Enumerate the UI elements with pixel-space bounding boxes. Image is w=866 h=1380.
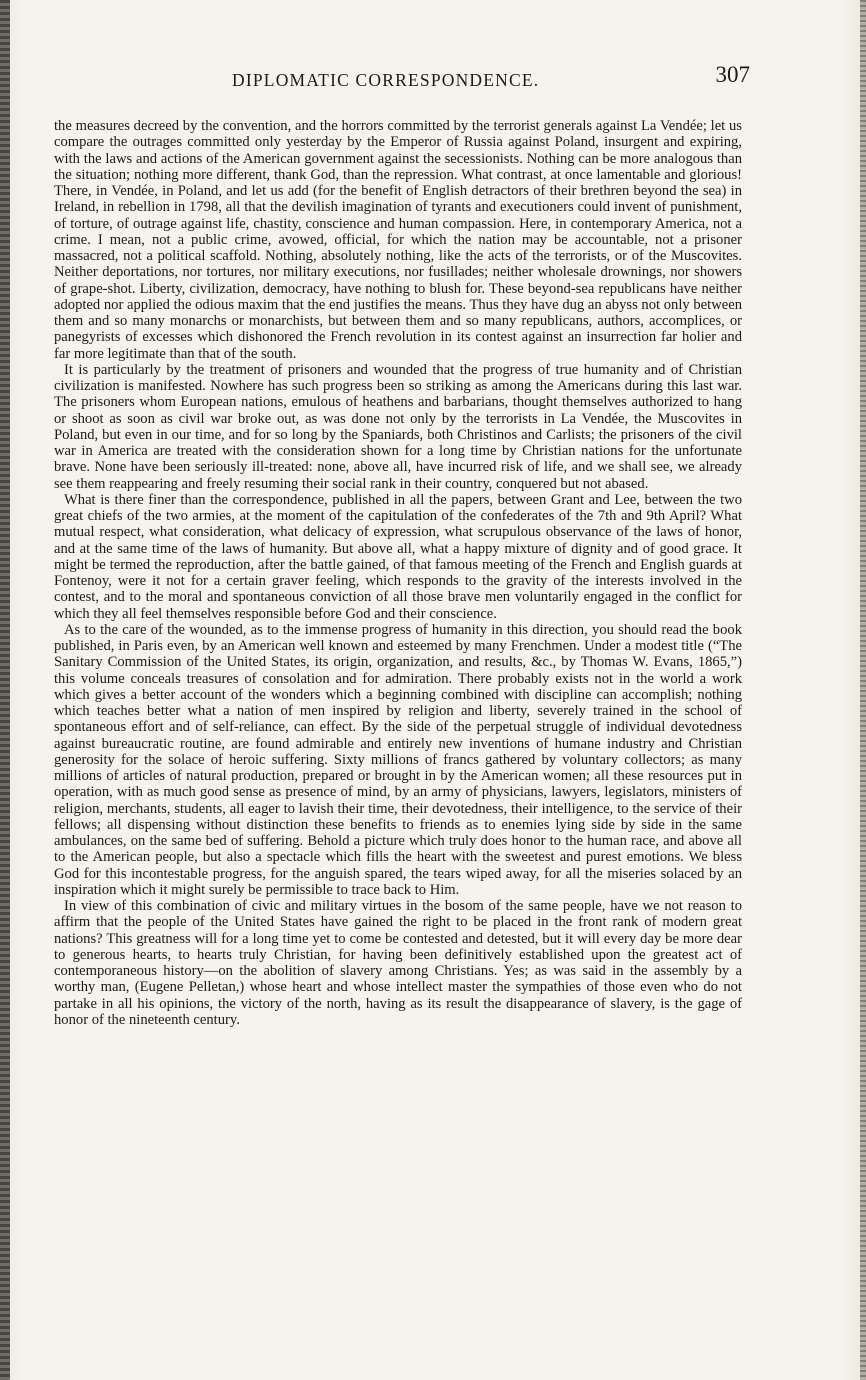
body-text bbox=[54, 118, 742, 1028]
page-binding-edge bbox=[0, 0, 10, 1380]
paragraph-5: In view of this combination of civic and military virtues in the bosom of the same people, have we not reason to affirm that the people of the United States have gained the right to be placed in the front rank of modern great nations? This greatness will for a long time yet to come be contested and detested, but it will every day be more dear to generous hearts, to hearts truly Christian, for having been definitively established upon the greatest act of contemporaneous history—on the abolition of slavery among Christians. Yes; as was said in the assembly by a worthy man, (Eugene Pelletan,) whose heart and whose intellect master the sympathies of those even who do not partake in all his opinions, the victory of the north, having as its result the disappearance of slavery, is the gage of honor of the nineteenth century. bbox=[54, 898, 742, 1028]
paragraph-3: What is there finer than the correspondence, published in all the papers, between Grant and Lee, between the two great chiefs of the two armies, at the moment of the capitulation of the confederates of the 7th and 9th April? What mutual respect, what consideration, what delicacy of expression, what scrupulous observance of the laws of honor, and at the same time of the laws of humanity. But above all, what a happy mixture of dignity and of good grace. It might be termed the reproduction, after the battle gained, of that famous meeting of the French and English guards at Fontenoy, were it not for a certain graver feeling, which responds to the gravity of the interests involved in the contest, and to the moral and spontaneous conviction of all those brave men voluntarily engaged in the conflict for which they all feel themselves responsible before God and their conscience. bbox=[54, 491, 742, 622]
running-head: DIPLOMATIC CORRESPONDENCE. bbox=[232, 70, 540, 90]
paragraph-4: As to the care of the wounded, as to the immense progress of humanity in this direction, you should read the book published, in Paris even, by an American well known and esteemed by many Frenchmen. Under a modest title (“The Sanitary Commission of the United States, its origin, organization, and results, &c., by Thomas W. Evans, 1865,”) this volume conceals treasures of consolation and for admiration. There probably exists not in the world a work which gives a better account of the wonders which a beginning combined with discipline can accomplish; nothing which teaches better what a nation of men inspired by religion and liberty, severely trained in the school of spontaneous effort and of self-reliance, can effect. By the side of the perpetual struggle of individual devotedness against bureaucratic routine, are found admirable and entirely new inventions of humane industry and Christian generosity for the solace of heroic suffering. Sixty millions of francs gathered by voluntary collectors; as many millions of articles of natural production, prepared or brought in by the American women; all these resources put in operation, with as much good sense as presence of mind, by an army of physicians, lawyers, legislators, ministers of religion, merchants, students, all eager to lavish their time, their devotedness, their intelligence, to the service of their fellows; all dispensing without distinction these benefits to friends as to enemies lying side by side in the same ambulances, on the same bed of suffering. Behold a picture which truly does honor to the human race, and above all to the American people, but also a spectacle which fills the heart with the sweetest and purest emotions. We bless God for this incontestable progress, for the anguish spared, the tears wiped away, for all the miseries solaced by an inspiration which it might surely be permissible to trace back to Him. bbox=[54, 621, 742, 898]
page-right-edge bbox=[860, 0, 866, 1380]
page-number: 307 bbox=[715, 62, 750, 87]
paragraph-1: the measures decreed by the convention, and the horrors committed by the terrorist generals against La Vendée; let us compare the outrages committed only yesterday by the Emperor of Russia against Poland, insurgent and expiring, with the laws and actions of the American government against the secessionists. Nothing can be more analogous than the situation; nothing more different, thank God, than the repression. What contrast, at once lamentable and glorious! There, in Vendée, in Poland, and let us add (for the benefit of English detractors of their brethren beyond the sea) in Ireland, in rebellion in 1798, all that the devilish imagination of tyrants and executioners could invent of punishment, of torture, of outrage against life, chastity, conscience and human compassion. Here, in contemporary America, not a crime. I mean, not a public crime, avowed, official, for which the nation may be accountable, not a prisoner massacred, not a political scaffold. Nothing, absolutely nothing, like the acts of the terrorists, or of the Muscovites. Neither deportations, nor tortures, nor military executions, nor fusillades; neither wholesale drownings, nor showers of grape-shot. Liberty, civilization, democracy, have nothing to blush for. These beyond-sea republicans have neither adopted nor applied the odious maxim that the end justifies the means. Thus they have dug an abyss not only between them and so many monarchs or monarchists, but between them and so many republicans, authors, accomplices, or panegyrists of excesses which dishonored the French revolution in its contest against an insurrection far holier and far more legitimate than that of the south. bbox=[54, 118, 742, 362]
paragraph-2: It is particularly by the treatment of prisoners and wounded that the progress of true humanity and of Christian civilization is manifested. Nowhere has such progress been so striking as among the Americans during this last war. The prisoners whom European nations, emulous of heathens and barbarians, thought themselves authorized to hang or shoot as soon as civil war broke out, as was done not only by the terrorists in La Vendée, the Muscovites in Poland, but even in our time, and for so long by the Spaniards, both Christinos and Carlists; the prisoners of the civil war in America are treated with the consideration shown for a long time by Christian nations for the unfortunate brave. None have been seriously ill-treated: none, above all, have incurred risk of life, and we shall see, we already see them reappearing and freely resuming their social rank in their country, conquered but not abased. bbox=[54, 361, 742, 492]
page-header bbox=[60, 62, 750, 102]
